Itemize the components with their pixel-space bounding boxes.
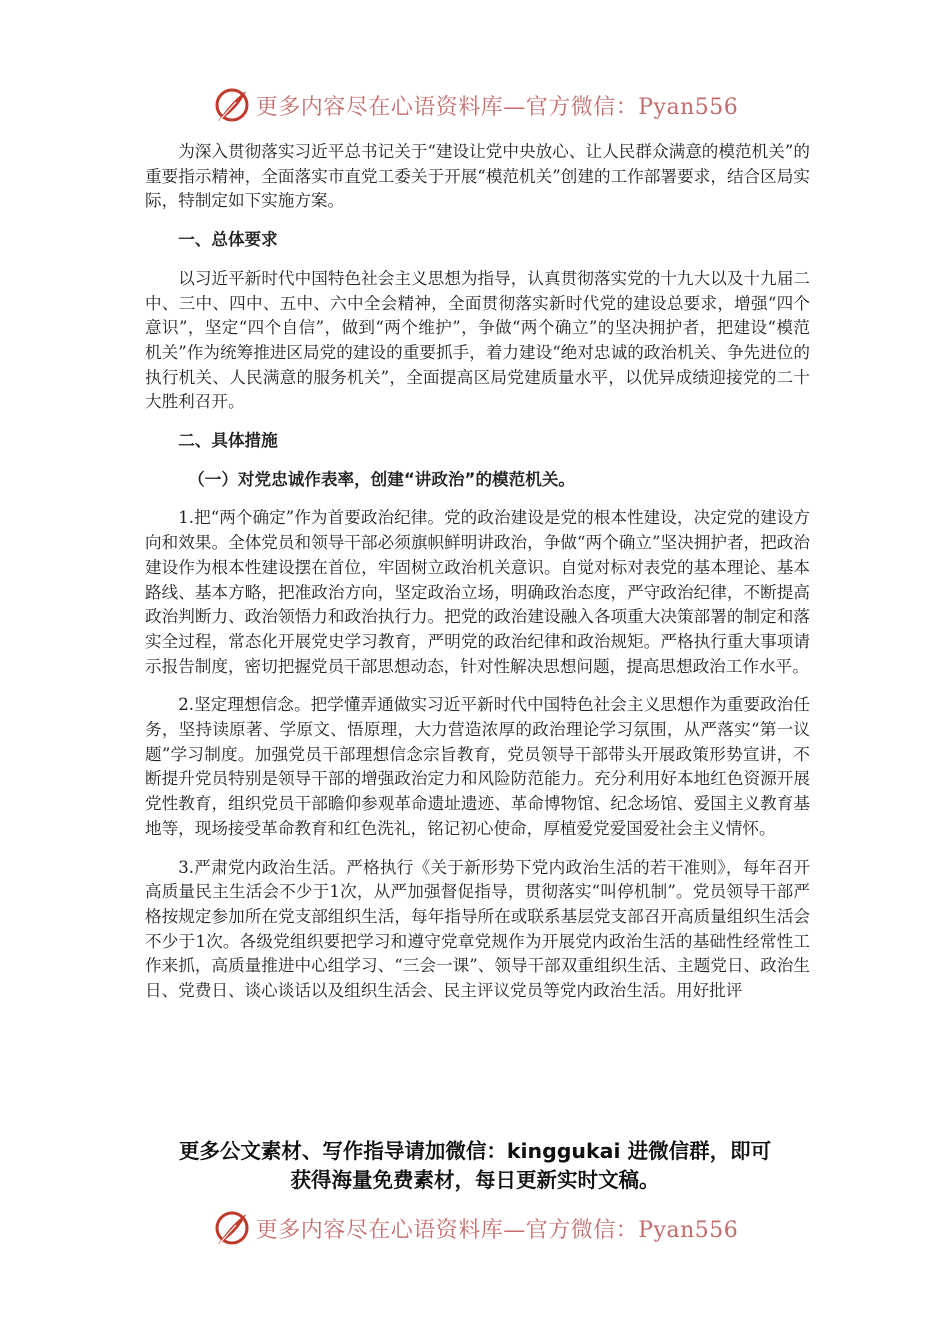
- quill-pen-logo-icon: [212, 85, 252, 125]
- header-banner-text: 更多内容尽在心语资料库—官方微信：Pyan556: [255, 94, 739, 120]
- measure-item-3: 3.严肃党内政治生活。严格执行《关于新形势下党内政治生活的若干准则》，每年召开高质量民主生活会不少于1次，从严加强督促指导，贯彻落实“叫停机制”。党员领导干部严格按规定参加所在党支部组织生活，每年指导所在或联系基层党支部召开高质量组织生活会不少于1次。各级党组织要把学习和遵守党章党规作为开展党内政治生活的基础性经常性工作来抓，高质量推进中心组学习、“三会一课”、领导干部双重组织生活、主题党日、政治生日、党费日、谈心谈话以及组织生活会、民主评议党员等党内政治生活。用好批评: [145, 857, 810, 1001]
- general-requirements-paragraph: 以习近平新时代中国特色社会主义思想为指导，认真贯彻落实党的十九大以及十九届二中、三中、四中、五中、六中全会精神，全面贯彻落实新时代党的建设总要求，增强“四个意识”，坚定“四个自信”，做到“两个维护”，争做“两个确立”的坚决拥护者，把建设“模范机关”作为统筹推进区局党的建设的重要抓手，着力建设“绝对忠诚的政治机关、争先进位的执行机关、人民满意的服务机关”，全面提高区局党建质量水平，以优异成绩迎接党的二十大胜利召开。: [145, 268, 810, 412]
- promo-notice: [0, 1137, 950, 1195]
- quill-pen-logo-icon: [212, 1208, 252, 1248]
- header-banner: [0, 83, 950, 127]
- subsection-heading-political: （一）对党忠诚作表率，创建“讲政治”的模范机关。: [188, 469, 576, 489]
- intro-paragraph: 为深入贯彻落实习近平总书记关于“建设让党中央放心、让人民群众满意的模范机关”的重要指示精神，全面落实市直党工委关于开展“模范机关”创建的工作部署要求，结合区局实际，特制定如下实施方案。: [145, 142, 810, 211]
- footer-banner-text: 更多内容尽在心语资料库—官方微信：Pyan556: [255, 1217, 739, 1243]
- promo-notice-line-2: 获得海量免费素材，每日更新实时文稿。: [290, 1168, 660, 1192]
- document-body: [145, 140, 810, 1018]
- footer-banner: [0, 1206, 950, 1250]
- promo-notice-line-1: 更多公文素材、写作指导请加微信：kinggukai 进微信群，即可: [178, 1139, 772, 1163]
- section-heading-specific-measures: 二、具体措施: [178, 431, 278, 451]
- measure-item-2: 2.坚定理想信念。把学懂弄通做实习近平新时代中国特色社会主义思想作为重要政治任务，坚持读原著、学原文、悟原理，大力营造浓厚的政治理论学习氛围，从严落实“第一议题”学习制度。加强党员干部理想信念宗旨教育，党员领导干部带头开展政策形势宣讲，不断提升党员特别是领导干部的增强政治定力和风险防范能力。充分利用好本地红色资源开展党性教育，组织党员干部瞻仰参观革命遗址遗迹、革命博物馆、纪念场馆、爱国主义教育基地等，现场接受革命教育和红色洗礼，铭记初心使命，厚植爱党爱国爱社会主义情怀。: [145, 695, 810, 838]
- section-heading-general-requirements: 一、总体要求: [178, 230, 278, 250]
- measure-item-1: 1.把“两个确定”作为首要政治纪律。党的政治建设是党的根本性建设，决定党的建设方向和效果。全体党员和领导干部必须旗帜鲜明讲政治，争做“两个确立”坚决拥护者，把政治建设作为根本性建设摆在首位，牢固树立政治机关意识。自觉对标对表党的基本理论、基本路线、基本方略，把准政治方向，坚定政治立场，明确政治态度，严守政治纪律，不断提高政治判断力、政治领悟力和政治执行力。把党的政治建设融入各项重大决策部署的制定和落实全过程，常态化开展党史学习教育，严明党的政治纪律和政治规矩。严格执行重大事项请示报告制度，密切把握党员干部思想动态，针对性解决思想问题，提高思想政治工作水平。: [145, 508, 810, 676]
